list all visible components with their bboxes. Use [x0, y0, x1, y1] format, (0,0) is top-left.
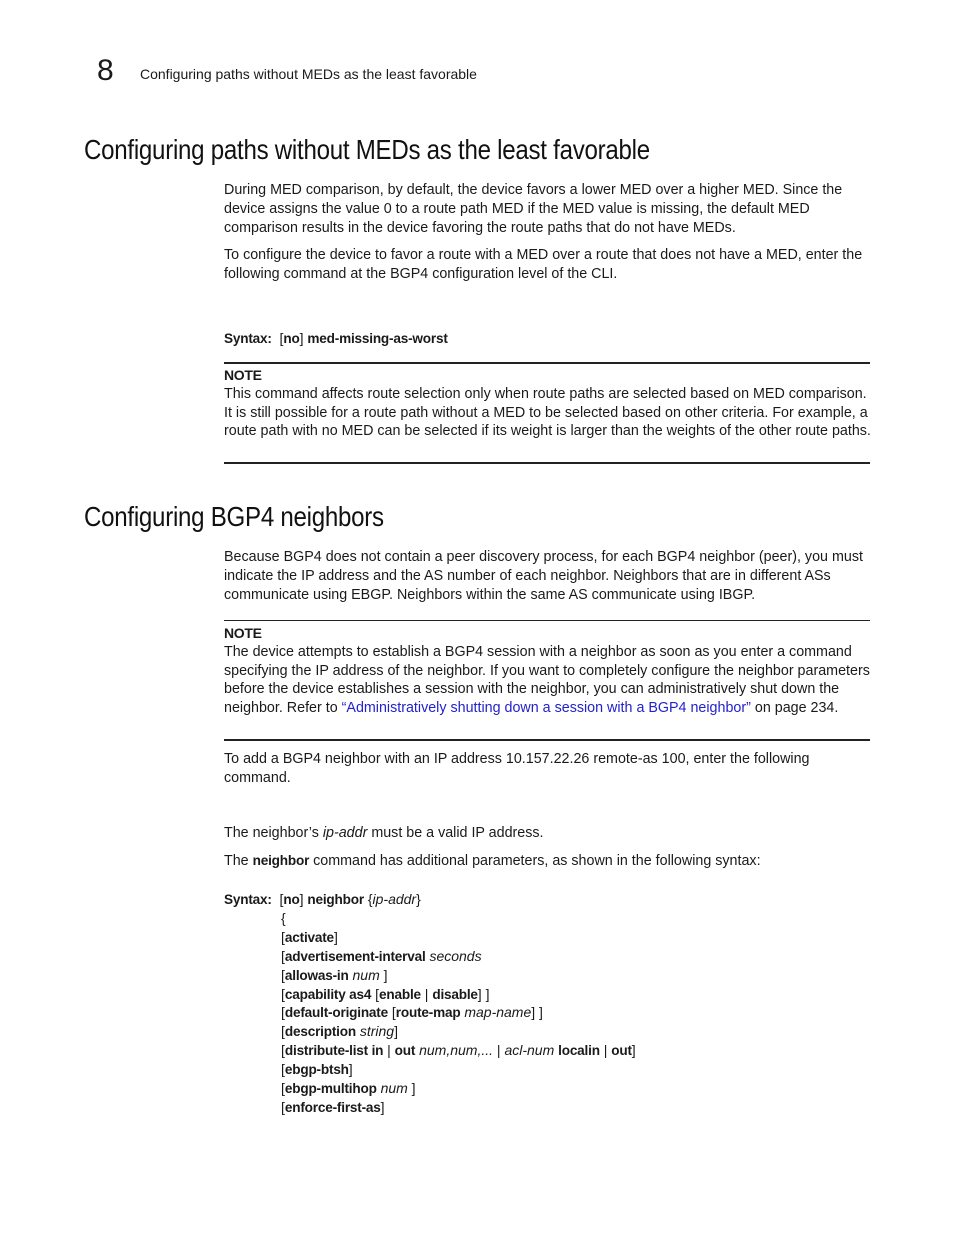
syntax-punctuation: [ — [387, 1004, 396, 1021]
note-bottom-rule — [224, 739, 870, 741]
syntax-punctuation: [ — [281, 1098, 285, 1115]
paragraph — [224, 181, 874, 237]
syntax-punctuation: [ — [371, 985, 380, 1002]
syntax-argument: string — [359, 1023, 395, 1040]
syntax-parameter-line — [281, 909, 636, 928]
syntax-keyword: default-originate — [284, 1005, 388, 1021]
syntax-argument: ip-addr — [372, 891, 417, 907]
syntax-command: neighbor — [307, 892, 364, 907]
text-run: must be a valid IP address. — [367, 825, 544, 841]
syntax-punctuation: [ — [281, 1023, 285, 1040]
syntax-keyword: allowas-in — [284, 967, 349, 983]
syntax-line-med — [224, 329, 448, 349]
syntax-argument: num — [352, 966, 380, 983]
paragraph — [224, 750, 874, 788]
paragraph — [224, 246, 874, 284]
med-config-text: To configure the device to favor a route with a MED over a route that does not have a MED, enter the following command at the BGP4 configuration level of the CLI. — [224, 247, 863, 282]
syntax-punctuation: [ — [281, 966, 285, 983]
note-text-body: The device attempts to establish a BGP4 session with a neighbor as soon as you enter a command specifying the IP address of the neighbor. If you want to completely configure the neighbor parameters before the device establishes a session with the neighbor, you can administratively shut down the neighbor. Refer to — [224, 643, 870, 717]
syntax-label: Syntax: — [224, 892, 272, 907]
syntax-bracket: ] — [299, 330, 304, 346]
note-label: NOTE — [224, 367, 262, 383]
syntax-keyword: disable — [432, 986, 478, 1002]
text-run-italic: ip-addr — [322, 825, 368, 841]
syntax-parameter-line — [281, 947, 636, 966]
syntax-label: Syntax: — [224, 331, 272, 346]
note-text — [224, 643, 874, 718]
add-neighbor-text: To add a BGP4 neighbor with an IP address 10.157.22.26 remote-as 100, enter the following command. — [224, 751, 810, 786]
ip-addr-text — [224, 824, 874, 843]
syntax-bracket: ] — [299, 891, 304, 907]
note-text: This command affects route selection only when route paths are selected based on MED comparison. It is still possible for a route path without a MED to be selected based on other criteria. For example, a route path with no MED can be selected if its weight is larger than the weights of the other route paths. — [224, 385, 871, 440]
syntax-punctuation: | — [599, 1042, 612, 1059]
syntax-punctuation: [ — [281, 1061, 285, 1078]
syntax-punctuation: [ — [281, 1004, 285, 1021]
syntax-keyword: route-map — [395, 1005, 461, 1021]
syntax-punctuation: [ — [281, 947, 285, 964]
syntax-punctuation: [ — [281, 928, 285, 945]
syntax-no: no — [283, 331, 300, 346]
syntax-punctuation: ] — [631, 1042, 636, 1059]
paragraph — [224, 548, 874, 604]
syntax-keyword: enforce-first-as — [284, 1099, 381, 1115]
syntax-argument: num — [380, 1080, 408, 1097]
syntax-punctuation: | — [420, 985, 433, 1002]
syntax-punctuation: ] ] — [531, 1004, 543, 1021]
syntax-punctuation: ] — [333, 928, 338, 945]
syntax-keyword: enable — [379, 986, 421, 1002]
syntax-parameter-line — [281, 1098, 636, 1117]
syntax-parameter-line — [281, 966, 636, 985]
syntax-punctuation: { — [281, 910, 286, 926]
note-label: NOTE — [224, 625, 262, 641]
syntax-parameter-line — [281, 1079, 636, 1098]
syntax-keyword: ebgp-btsh — [284, 1062, 349, 1078]
syntax-parameter-line — [281, 1022, 636, 1041]
syntax-command: med-missing-as-worst — [307, 331, 448, 346]
syntax-punctuation: ] — [348, 1061, 353, 1078]
text-run-bold: neighbor — [252, 853, 310, 868]
syntax-argument: map-name — [464, 1004, 532, 1021]
syntax-no: no — [283, 892, 300, 907]
paragraph — [224, 852, 874, 871]
note-top-rule — [224, 620, 870, 621]
syntax-punctuation: [ — [281, 1042, 285, 1059]
syntax-keyword: advertisement-interval — [284, 948, 426, 964]
syntax-parameter-line — [281, 1041, 636, 1060]
syntax-argument: acl-num — [504, 1042, 555, 1059]
running-header: Configuring paths without MEDs as the least favorable — [140, 66, 477, 82]
syntax-keyword: distribute-list in — [284, 1043, 384, 1059]
note-top-rule — [224, 362, 870, 364]
syntax-punctuation: [ — [281, 985, 285, 1002]
text-run: The — [224, 853, 253, 869]
cross-reference-link[interactable]: “Administratively shutting down a session with a BGP4 neighbor” — [341, 700, 751, 717]
syntax-parameter-line — [281, 985, 636, 1004]
syntax-bracket: [ — [279, 330, 284, 346]
syntax-punctuation: [ — [281, 1080, 285, 1097]
neighbor-params-text — [224, 852, 874, 871]
section-heading-med: Configuring paths without MEDs as the least favorable — [84, 134, 650, 165]
syntax-parameter-list — [281, 909, 636, 1117]
syntax-brace: { — [367, 891, 373, 907]
note-bottom-rule — [224, 462, 870, 464]
syntax-keyword: description — [284, 1024, 356, 1040]
syntax-punctuation: ] — [379, 966, 388, 983]
syntax-punctuation: | — [493, 1042, 505, 1059]
syntax-keyword: ebgp-multihop — [284, 1081, 377, 1097]
syntax-keyword: activate — [284, 929, 334, 945]
section-heading-neighbors: Configuring BGP4 neighbors — [84, 501, 384, 532]
syntax-bracket: [ — [279, 891, 284, 907]
syntax-brace: } — [416, 891, 421, 907]
med-intro-text: During MED comparison, by default, the device favors a lower MED over a higher MED. Since the device assigns the value 0 to a route path MED if the MED value is missing, the default MED comparison results in the device favoring the route paths that do not have MEDs. — [224, 182, 843, 236]
syntax-punctuation: ] — [407, 1080, 416, 1097]
syntax-argument: seconds — [429, 947, 482, 964]
syntax-keyword: out — [611, 1043, 632, 1059]
syntax-punctuation: | — [383, 1042, 395, 1059]
text-run: command has additional parameters, as shown in the following syntax: — [309, 853, 761, 869]
syntax-parameter-line — [281, 1060, 636, 1079]
note-box — [224, 624, 874, 718]
syntax-punctuation: ] — [394, 1023, 398, 1040]
syntax-punctuation: ] — [380, 1098, 385, 1115]
syntax-parameter-line — [281, 1003, 636, 1022]
chapter-number: 8 — [97, 54, 114, 87]
note-box — [224, 366, 874, 441]
syntax-parameter-line — [281, 928, 636, 947]
syntax-punctuation: ] ] — [477, 985, 490, 1002]
paragraph — [224, 824, 874, 843]
syntax-keyword: capability as4 — [284, 986, 372, 1002]
text-run: The neighbor’s — [224, 825, 323, 841]
neighbors-intro-text: Because BGP4 does not contain a peer discovery process, for each BGP4 neighbor (peer), you must indicate the IP address and the AS number of each neighbor. Neighbors that are in different ASs communicate using EBGP. Neighbors within the same AS communicate using IBGP. — [224, 549, 863, 603]
syntax-line-neighbor — [224, 890, 421, 910]
syntax-keyword: out — [394, 1043, 416, 1059]
syntax-keyword: localin — [558, 1043, 600, 1059]
syntax-argument: num,num,... — [419, 1042, 494, 1059]
note-text-tail: on page 234. — [750, 700, 839, 717]
